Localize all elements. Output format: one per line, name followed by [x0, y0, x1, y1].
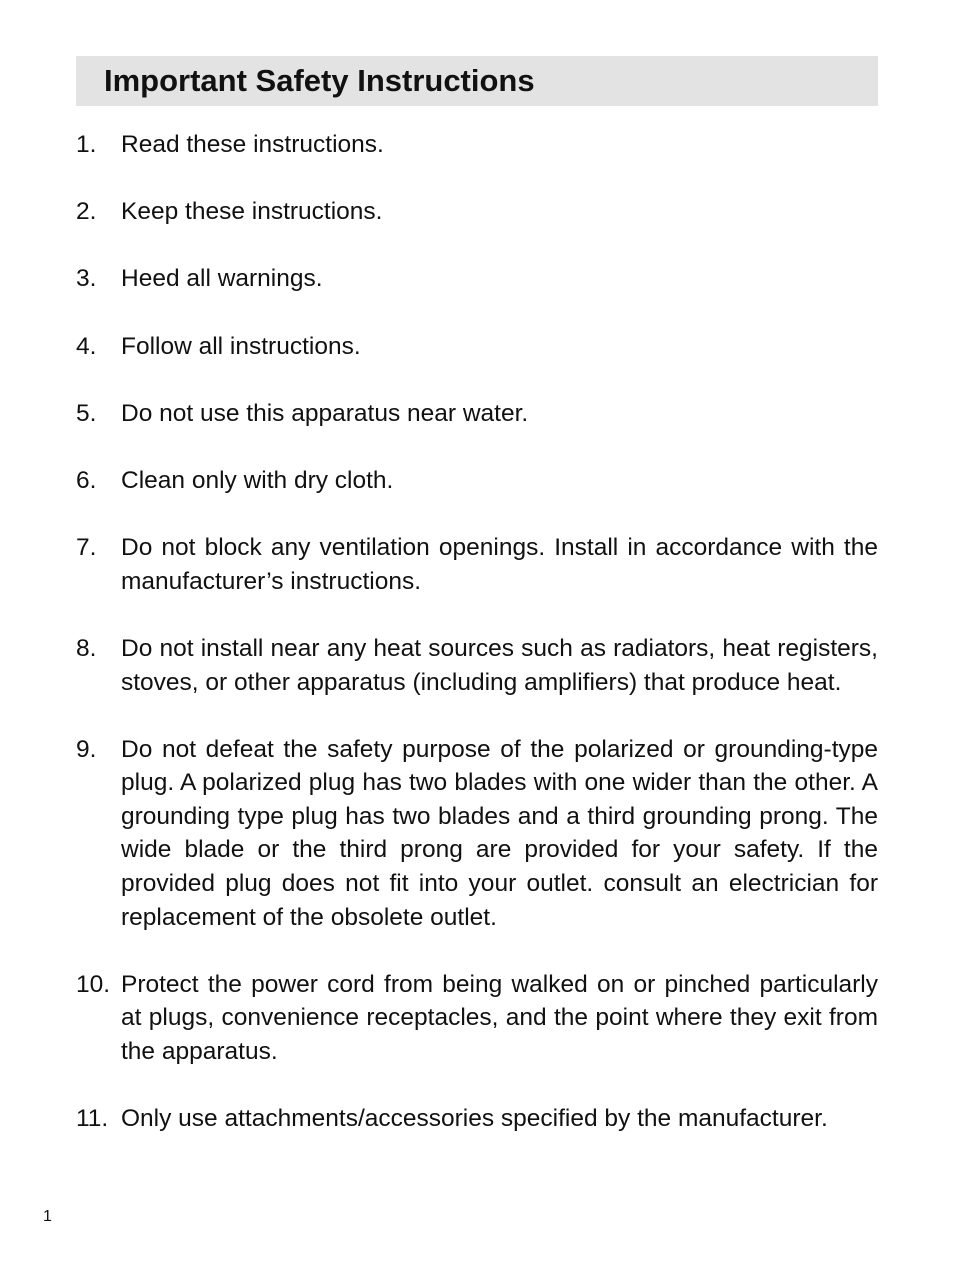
list-item — [76, 128, 878, 162]
item-number: 10. — [76, 970, 111, 998]
list-item — [76, 397, 878, 431]
list-item — [76, 733, 878, 935]
item-text: Read these instructions. — [121, 131, 384, 158]
list-item — [76, 1102, 878, 1136]
list-item — [76, 195, 878, 229]
item-text: Heed all warnings. — [121, 265, 323, 293]
item-number: 3. — [76, 265, 97, 293]
list-item — [76, 968, 878, 1069]
item-number: 9. — [76, 735, 97, 763]
page-title: Important Safety Instructions — [104, 63, 535, 98]
item-number: 11. — [76, 1105, 109, 1133]
item-text: Protect the power cord from being walked on or pinched particularly at plugs, convenience receptacles, and the point where they exit from the apparatus. — [121, 970, 878, 1066]
item-text: Keep these instructions. — [121, 198, 383, 226]
item-text: Follow all instructions. — [121, 332, 361, 360]
item-number: 7. — [76, 534, 97, 562]
item-text: Clean only with dry cloth. — [121, 466, 394, 494]
item-number: 2. — [76, 198, 97, 226]
list-item — [76, 330, 878, 364]
title-bar — [76, 56, 878, 106]
item-text: Only use attachments/accessories specified by the manufacturer. — [121, 1105, 828, 1133]
list-item — [76, 464, 878, 498]
item-text: Do not block any ventilation openings. Install in accordance with the manufacturer’s instructions. — [121, 534, 878, 595]
item-text: Do not use this apparatus near water. — [121, 399, 529, 427]
item-number: 5. — [76, 399, 97, 427]
item-number: 6. — [76, 466, 97, 494]
item-text: Do not install near any heat sources such as radiators, heat registers, stoves, or other apparatus (including amplifiers) that produce heat. — [121, 634, 878, 696]
list-item — [76, 632, 878, 699]
list-item — [76, 531, 878, 598]
safety-instructions-list — [76, 128, 878, 1136]
list-item — [76, 262, 878, 296]
item-number: 1. — [76, 131, 97, 158]
page-number: 1 — [43, 1208, 52, 1225]
item-text: Do not defeat the safety purpose of the polarized or grounding-type plug. A polarized plug has two blades with one wider than the other. A grounding type plug has two blades and a third grounding prong. The wide blade or the third prong are provided for your safety. If the provided plug does not fit into your outlet. consult an electrician for replacement of the obsolete outlet. — [121, 735, 878, 931]
item-number: 4. — [76, 332, 97, 360]
item-number: 8. — [76, 634, 97, 662]
